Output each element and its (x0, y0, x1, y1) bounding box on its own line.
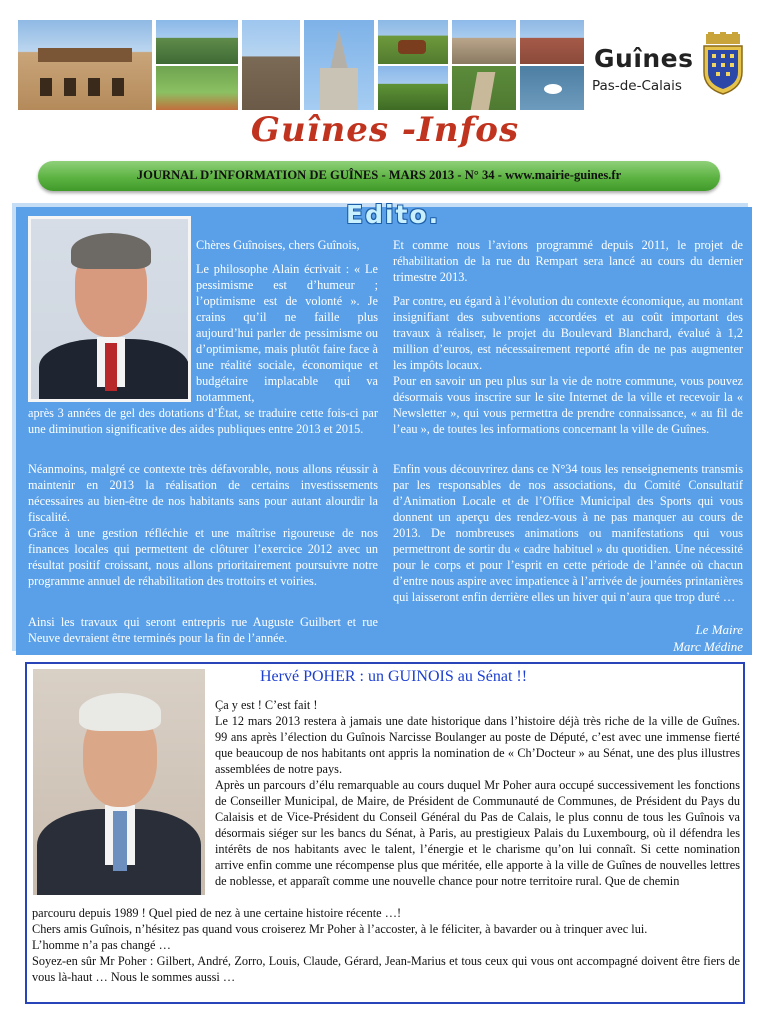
town-region: Pas-de-Calais (592, 78, 682, 94)
edito-right-p3: Pour en savoir un peu plus sur la vie de notre commune, vous pouvez désormais vous inscrire sur le site Internet de la ville et recevoir la « Newsletter », qui vous permettra de prendre connaissance, « au fil de l’eau », de toutes les informations concernant la ville de Guînes. (393, 374, 743, 436)
signature-name: Marc Médine (673, 639, 743, 654)
edito-left-p2: Néanmoins, malgré ce contexte très défavorable, nous allons réussir à maintenir en 2013 la réalisation de certains investissements nécessaires au bien-être de nos habitants sans pour autant alourdir la fiscalité. (28, 462, 378, 524)
garden-photo (156, 66, 238, 110)
banner-text: JOURNAL D’INFORMATION DE GUÎNES - MARS 2013 - N° 34 - www.mairie-guines.fr (136, 168, 622, 182)
edito-heading: Edito. (346, 200, 441, 229)
poher-p4: Chers amis Guînois, n’hésitez pas quand vous croiserez Mr Poher à l’accoster, à le féliciter, à bavarder ou à trinquer avec lui. (32, 922, 648, 936)
edito-right-p2: Par contre, eu égard à l’évolution du contexte économique, au montant insignifiant des subventions accordées et au coût important des travaux à réaliser, le projet du Boulevard Blanchard, évalué à 1,2 million d’euros, est nécessairement reporté afin de ne pas augmenter les impôts locaux. (393, 294, 743, 372)
path-photo (452, 66, 516, 110)
cow-photo (378, 20, 448, 64)
bridge-photo (156, 20, 238, 64)
edito-right-p4: Enfin vous découvrirez dans ce N°34 tous les renseignements transmis par les responsables de nos associations, du Comité Consultatif d’Animation Locale et de l’Office Municipal des Sports qui vous donnent un aperçu des rendez-vous à ne pas manquer au cours de 2013. De nombreuses animations ou manifestations qui vous permettront de sortir du « cadre habituel » du quotidien. Une nécessité pour le corps et pour l’esprit en cette période de l’année où chacun d’entre nous aspire avec impatience à l’arrivée de journées printanières qui laisseront enfin derrière elles un hiver qui n’aura que trop duré … (393, 462, 743, 604)
wall-photo (452, 20, 516, 64)
edito-greeting: Chères Guînoises, chers Guînois, (196, 238, 360, 252)
statue-photo (242, 20, 300, 110)
poher-p5: L’homme n’a pas changé … (32, 938, 171, 952)
swan-photo (520, 66, 584, 110)
poher-portrait (33, 669, 205, 895)
poher-p1: Ça y est ! C’est fait ! (215, 698, 318, 712)
edito-left-p3: Grâce à une gestion réfléchie et une maîtrise rigoureuse de nos finances locales qui permettent de clôturer l’exercice 2012 avec un résultat positif croissant, nous allons prioritairement poursuivre notre programme annuel de réhabilitation des trottoirs et voiries. (28, 526, 378, 588)
market-photo (520, 20, 584, 64)
poher-p2: Le 12 mars 2013 restera à jamais une date historique dans l’histoire déjà très riche de la ville de Guînes. 99 ans après l’élection du Guînois Narcisse Boulanger au poste de Député, c’est avec une immense fierté que beaucoup de nos habitants ont appris la nomination de « Ch’Docteur » au Sénat, une des plus illustres assemblées de notre pays. (215, 714, 740, 776)
mayor-portrait (28, 216, 191, 402)
signature-role: Le Maire (695, 622, 743, 637)
church-photo (304, 20, 374, 110)
coat-of-arms-icon (698, 32, 748, 96)
field-photo (378, 66, 448, 110)
edito-left-p4: Ainsi les travaux qui seront entrepris rue Auguste Guilbert et rue Neuve devraient être terminés pour la fin de l’année. (28, 615, 378, 645)
poher-article-title: Hervé POHER : un GUINOIS au Sénat !! (260, 668, 528, 685)
town-name: Guînes (594, 44, 694, 73)
edito-right-p1: Et comme nous l’avions programmé depuis 2011, le projet de réhabilitation de la rue du Rempart sera lancé au cours du dernier trimestre 2013. (393, 238, 743, 284)
poher-p6: Soyez-en sûr Mr Poher : Gilbert, André, Zorro, Louis, Claude, Gérard, Jean-Marius et tous ceux qui vous ont accompagné doivent être fiers de vous là-haut … Nous le sommes aussi … (32, 954, 740, 984)
town-hall-photo (18, 20, 152, 110)
poher-p3-continued: parcouru depuis 1989 ! Quel pied de nez à une certaine histoire récente …! (32, 906, 402, 920)
poher-p3: Après un parcours d’élu remarquable au cours duquel Mr Poher aura occupé successivement les fonctions de Conseiller Municipal, de Maire, de Président de Communauté de Communes, de Président du Pays du Calaisis et de Vice-Président du Conseil Général du Pas de Calais, le plus connu de tous les Guînois va désormais siéger sur les bancs du Sénat, à Paris, au prestigieux Palais du Luxembourg, où il défendra les intérêts de nos habitants avec le talent, l’énergie et le charisme qu’on lui connaît. Si cette nomination arrive enfin comme une récompense plus que méritée, elle apporte à la ville de Guînes de nouvelles lettres de noblesse, et apparaît comme une nouvelle chance pour notre territoire rural. Que de chemin (215, 778, 740, 888)
edito-left-continued: après 3 années de gel des dotations d’État, se traduire cette fois-ci par une diminution significative des aides publiques entre 2013 et 2015. (28, 406, 378, 436)
edito-left-intro: Le philosophe Alain écrivait : « Le pessimisme est d’humeur ; l’optimisme est de volonté ». Je crains qu’il ne faille plus aujourd’hui parler de pessimisme ou d’optimisme, mais plutôt faire face à une réalité sociale, économique et budgétaire implacable qui va notamment, (196, 262, 378, 404)
journal-banner (38, 161, 720, 191)
newsletter-title: Guînes -Infos (250, 110, 520, 150)
